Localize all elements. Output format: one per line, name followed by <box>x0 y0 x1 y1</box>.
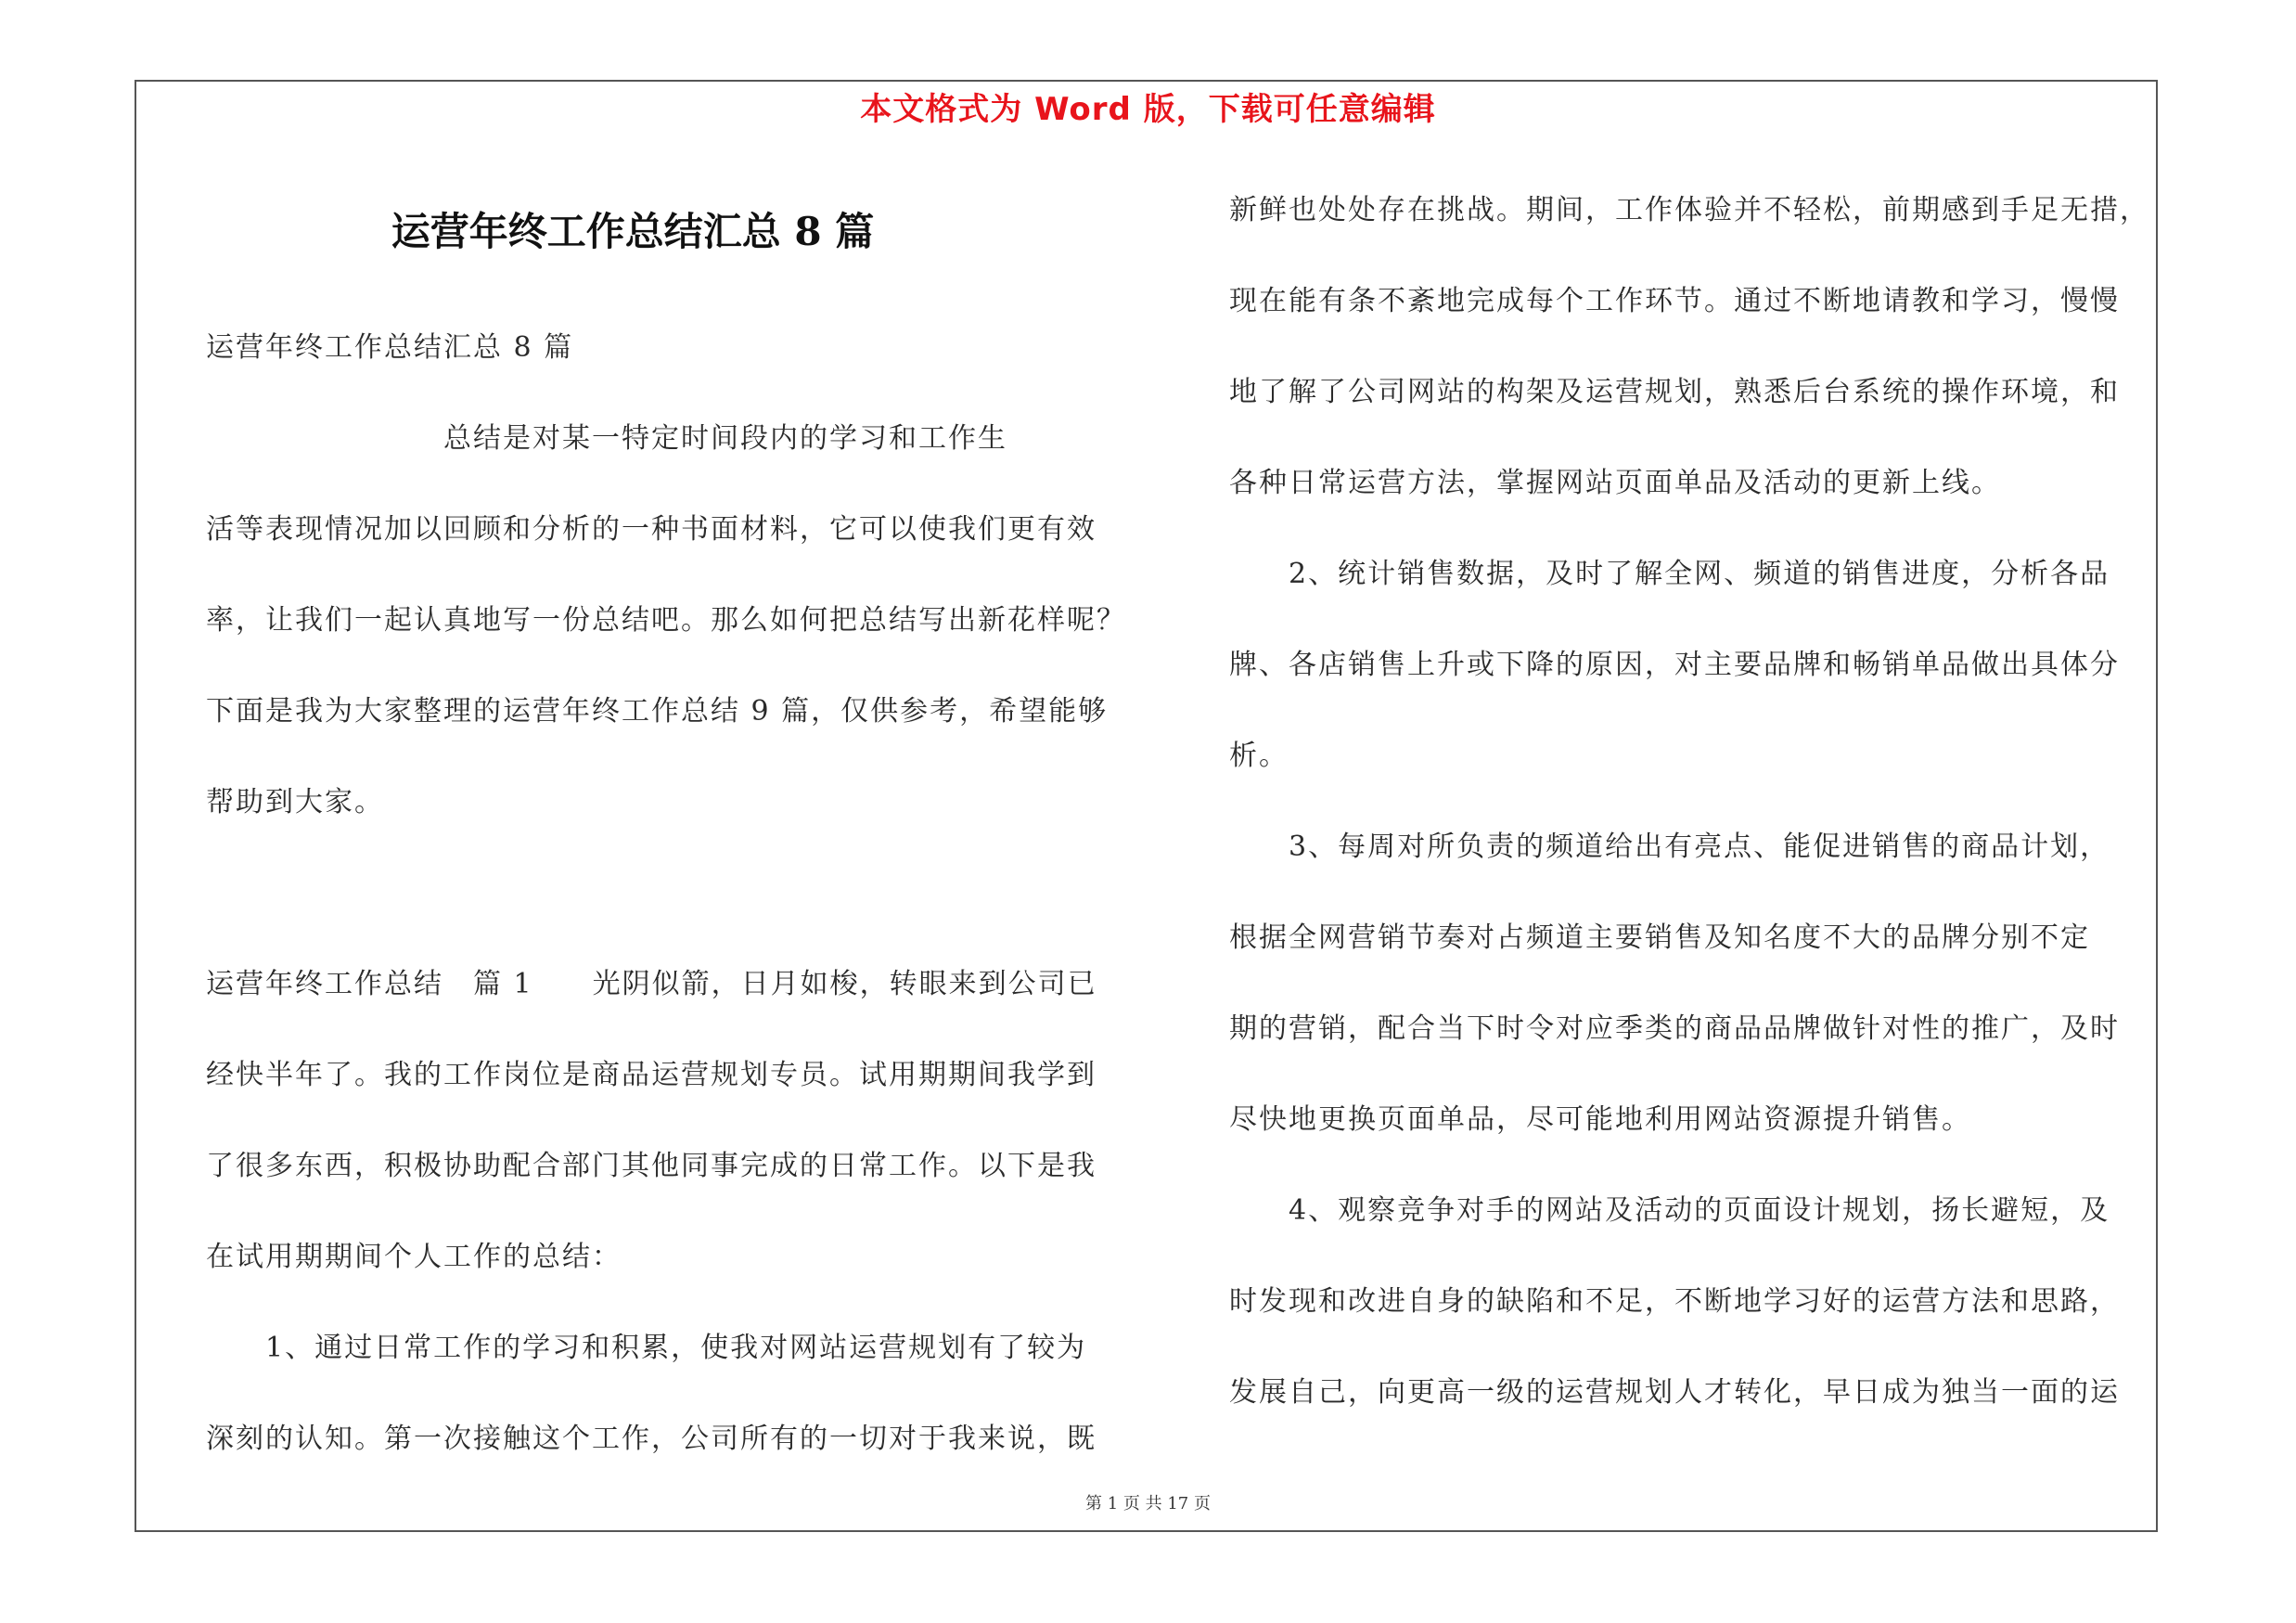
paragraph-line: 率，让我们一起认真地写一份总结吧。那么如何把总结写出新花样呢？ <box>206 604 1126 637</box>
right-column <box>1229 165 2159 1438</box>
paragraph-line: 地了解了公司网站的构架及运营规划，熟悉后台系统的操作环境，和 <box>1229 376 2120 408</box>
paragraph-line: 析。 <box>1229 740 1289 772</box>
paragraph-line: 根据全网营销节奏对占频道主要销售及知名度不大的品牌分别不定 <box>1229 921 2090 954</box>
paragraph-line: 经快半年了。我的工作岗位是商品运营规划专员。试用期期间我学到 <box>206 1059 1097 1091</box>
paragraph-line: 时发现和改进自身的缺陷和不足，不断地学习好的运营方法和思路， <box>1229 1285 2120 1318</box>
paragraph-line: 发展自己，向更高一级的运营规划人才转化，早日成为独当一面的运 <box>1229 1376 2120 1409</box>
paragraph-line: 现在能有条不紊地完成每个工作环节。通过不断地请教和学习，慢慢 <box>1229 285 2120 317</box>
paragraph-line: 4、观察竞争对手的网站及活动的页面设计规划，扬长避短，及 <box>1229 1194 2110 1227</box>
page-number: 第 1 页 共 17 页 <box>1085 1494 1211 1514</box>
paragraph-line: 各种日常运营方法，掌握网站页面单品及活动的更新上线。 <box>1229 467 2001 499</box>
paragraph-line: 活等表现情况加以回顾和分析的一种书面材料，它可以使我们更有效 <box>206 513 1097 546</box>
paragraph-line: 在试用期期间个人工作的总结： <box>206 1241 622 1273</box>
paragraph-line: 1、通过日常工作的学习和积累，使我对网站运营规划有了较为 <box>206 1332 1087 1364</box>
paragraph-line: 总结是对某一特定时间段内的学习和工作生 <box>206 422 1007 455</box>
document-title: 运营年终工作总结汇总 8 篇 <box>391 209 875 254</box>
paragraph-line: 2、统计销售数据，及时了解全网、频道的销售进度，分析各品 <box>1229 558 2110 590</box>
paragraph-line: 下面是我为大家整理的运营年终工作总结 9 篇，仅供参考，希望能够 <box>206 695 1109 728</box>
format-banner: 本文格式为 Word 版，下载可任意编辑 <box>860 91 1436 128</box>
paragraph-line: 深刻的认知。第一次接触这个工作，公司所有的一切对于我来说，既 <box>206 1423 1097 1455</box>
paragraph-line: 期的营销，配合当下时令对应季类的商品品牌做针对性的推广，及时 <box>1229 1012 2120 1045</box>
paragraph-line: 运营年终工作总结 篇 1 光阴似箭，日月如梭，转眼来到公司已 <box>206 968 1097 1000</box>
paragraph-line: 尽快地更换页面单品，尽可能地利用网站资源提升销售。 <box>1229 1103 1971 1136</box>
paragraph-line: 3、每周对所负责的频道给出有亮点、能促进销售的商品计划， <box>1229 831 2110 863</box>
paragraph-line: 新鲜也处处存在挑战。期间，工作体验并不轻松，前期感到手足无措， <box>1229 194 2149 226</box>
left-column <box>206 303 1134 1485</box>
paragraph-line: 了很多东西，积极协助配合部门其他同事完成的日常工作。以下是我 <box>206 1150 1097 1182</box>
paragraph-line: 牌、各店销售上升或下降的原因，对主要品牌和畅销单品做出具体分 <box>1229 649 2120 681</box>
paragraph-line: 运营年终工作总结汇总 8 篇 <box>206 331 574 364</box>
paragraph-line: 帮助到大家。 <box>206 786 384 818</box>
blank-line <box>206 848 1134 939</box>
